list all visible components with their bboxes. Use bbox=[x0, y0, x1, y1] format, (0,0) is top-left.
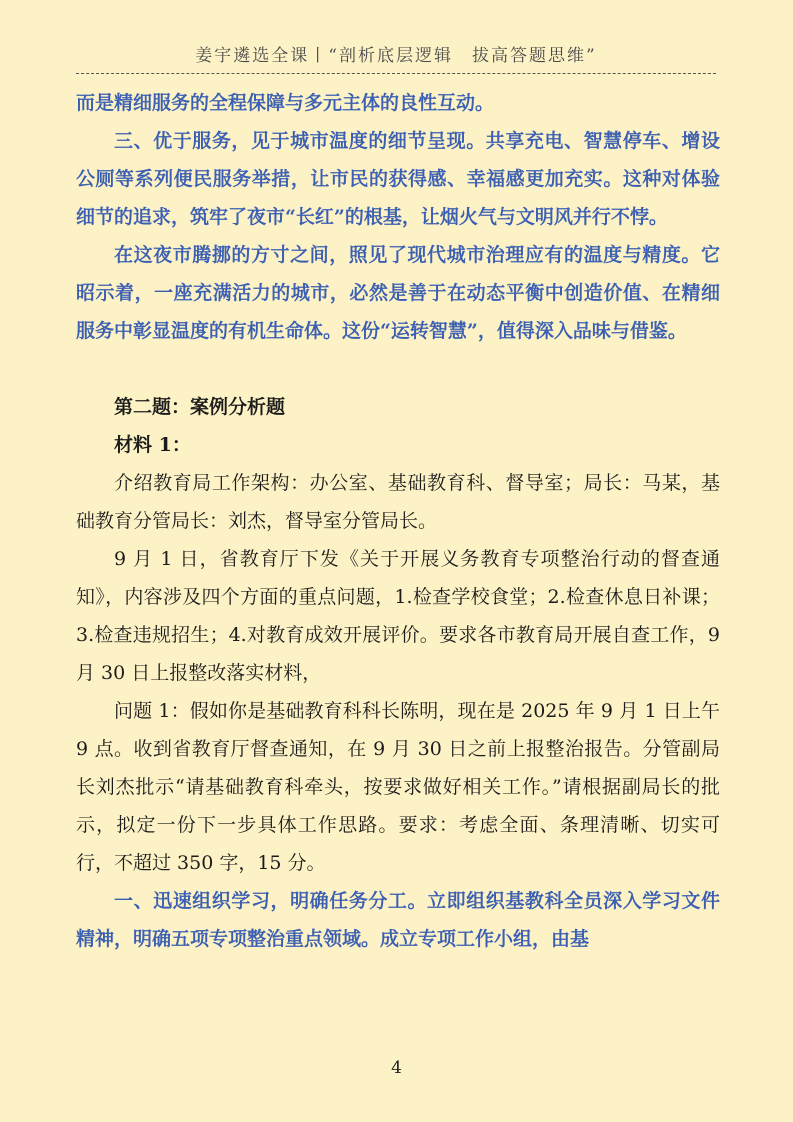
material-paragraph-structure: 介绍教育局工作架构：办公室、基础教育科、督导室；局长：马某，基础教育分管局长：刘杰，督导室分管局长。 bbox=[76, 472, 720, 532]
page-number: 4 bbox=[391, 1058, 402, 1078]
section-title: 第二题：案例分析题 bbox=[114, 396, 286, 418]
page-content bbox=[76, 84, 720, 958]
material-label: 材料 1： bbox=[114, 434, 191, 456]
answer-paragraph-conclusion: 在这夜市腾挪的方寸之间，照见了现代城市治理应有的温度与精度。它昭示着，一座充满活力的城市，必然是善于在动态平衡中创造价值、在精细服务中彰显温度的有机生命体。这份“运转智慧”，值得深入品味与借鉴。 bbox=[76, 244, 720, 342]
header-divider bbox=[76, 73, 716, 74]
page-header-title: 姜宇遴选全课丨“剖析底层逻辑 拔高答题思维” bbox=[195, 46, 597, 66]
question-paragraph: 问题 1：假如你是基础教育科科长陈明，现在是 2025 年 9 月 1 日上午 9 点。收到省教育厅督查通知，在 9 月 30 日之前上报整治报告。分管副局长刘杰批示“请基础教育科牵头，按要求做好相关工作。”请根据副局长的批示，拟定一份下一步具体工作思路。要求：考虑全面、条理清晰、切实可行，不超过 350 字，15 分。 bbox=[76, 700, 720, 874]
material-paragraph-notice: 9 月 1 日，省教育厅下发《关于开展义务教育专项整治行动的督查通知》，内容涉及四个方面的重点问题，1.检查学校食堂；2.检查休息日补课；3.检查违规招生；4.对教育成效开展评价。要求各市教育局开展自查工作，9 月 30 日上报整改落实材料， bbox=[76, 548, 720, 684]
answer-paragraph-continuation: 而是精细服务的全程保障与多元主体的良性互动。 bbox=[76, 92, 495, 114]
section-gap bbox=[76, 350, 720, 388]
answer-paragraph-point-one: 一、迅速组织学习，明确任务分工。立即组织基教科全员深入学习文件精神，明确五项专项整治重点领域。成立专项工作小组，由基 bbox=[76, 890, 720, 950]
answer-paragraph-point-three: 三、优于服务，见于城市温度的细节呈现。共享充电、智慧停车、增设公厕等系列便民服务举措，让市民的获得感、幸福感更加充实。这种对体验细节的追求，筑牢了夜市“长红”的根基，让烟火气与文明风并行不悖。 bbox=[76, 130, 720, 228]
